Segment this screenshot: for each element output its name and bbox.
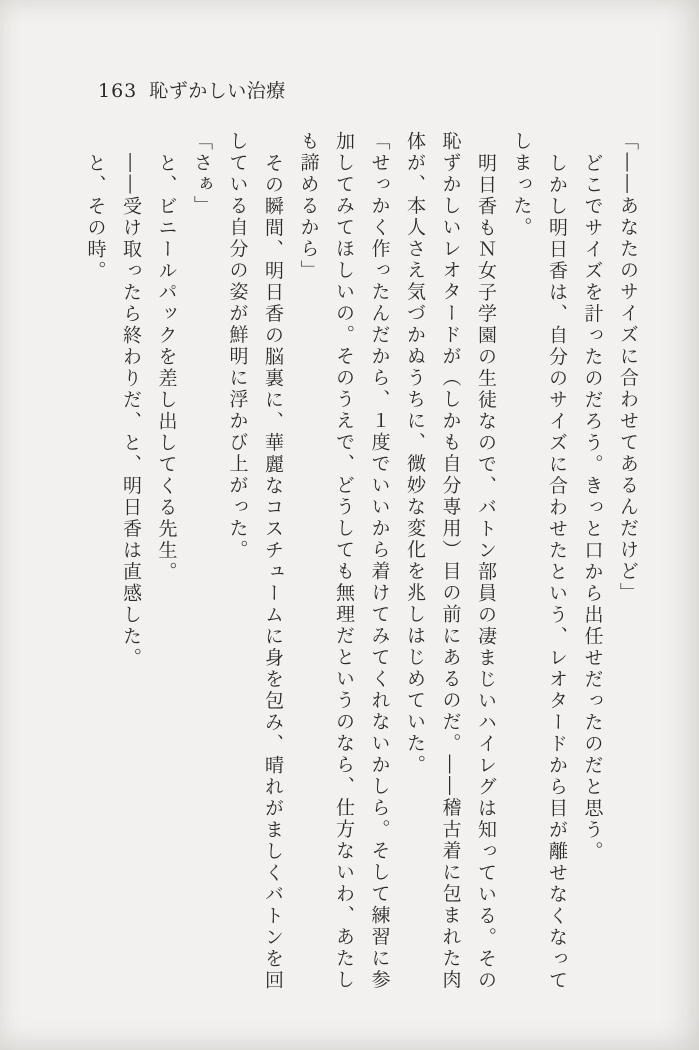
text-column: と、ビニールパックを差し出してくる先生。 [155,152,178,583]
text-column: しかし明日香は、自分のサイズに合わせたという、レオタードから目が離せなくなって [546,152,568,991]
text-column: しまった。 [510,131,533,239]
text-column: その瞬間、明日香の脳裏に、華麗なコスチュームに身を包み、晴れがましくバトンを回 [262,152,284,991]
text-column: どこでサイズを計ったのだろう。きっと口から出任せだったのだと思う。 [581,152,604,862]
text-column: 「――あなたのサイズに合わせてあるんだけど」 [617,131,639,604]
text-column: 明日香もＮ女子学園の生徒なので、バトン部員の凄まじいハイレグは知っている。その [475,152,497,991]
running-header [98,76,286,103]
text-column: 「さぁ」 [191,131,213,217]
text-column: 「せっかく作ったんだから、１度でいいから着けてみてくれないかしら。そして練習に参 [368,131,391,991]
text-column: も諦めるから」 [297,131,320,282]
text-column: 恥ずかしいレオタードが（しかも自分専用）目の前にあるのだ。――稽古着に包まれた肉 [439,131,462,991]
text-column: 体が、本人さえ気づかぬうちに、微妙な変化を兆しはじめていた。 [404,131,426,776]
running-title: 恥ずかしい治療 [149,80,286,102]
body-text [73,131,645,1011]
page-number: 163 [98,80,138,102]
text-column: している自分の姿が鮮明に浮かび上がった。 [226,131,249,561]
text-column: 加してみてほしいの。そのうえで、どうしても無理だというのなら、仕方ないわ、あたし [333,131,355,991]
text-column: ――受け取ったら終わりだ、と、明日香は直感した。 [120,152,142,669]
text-column: と、その時。 [84,152,107,282]
